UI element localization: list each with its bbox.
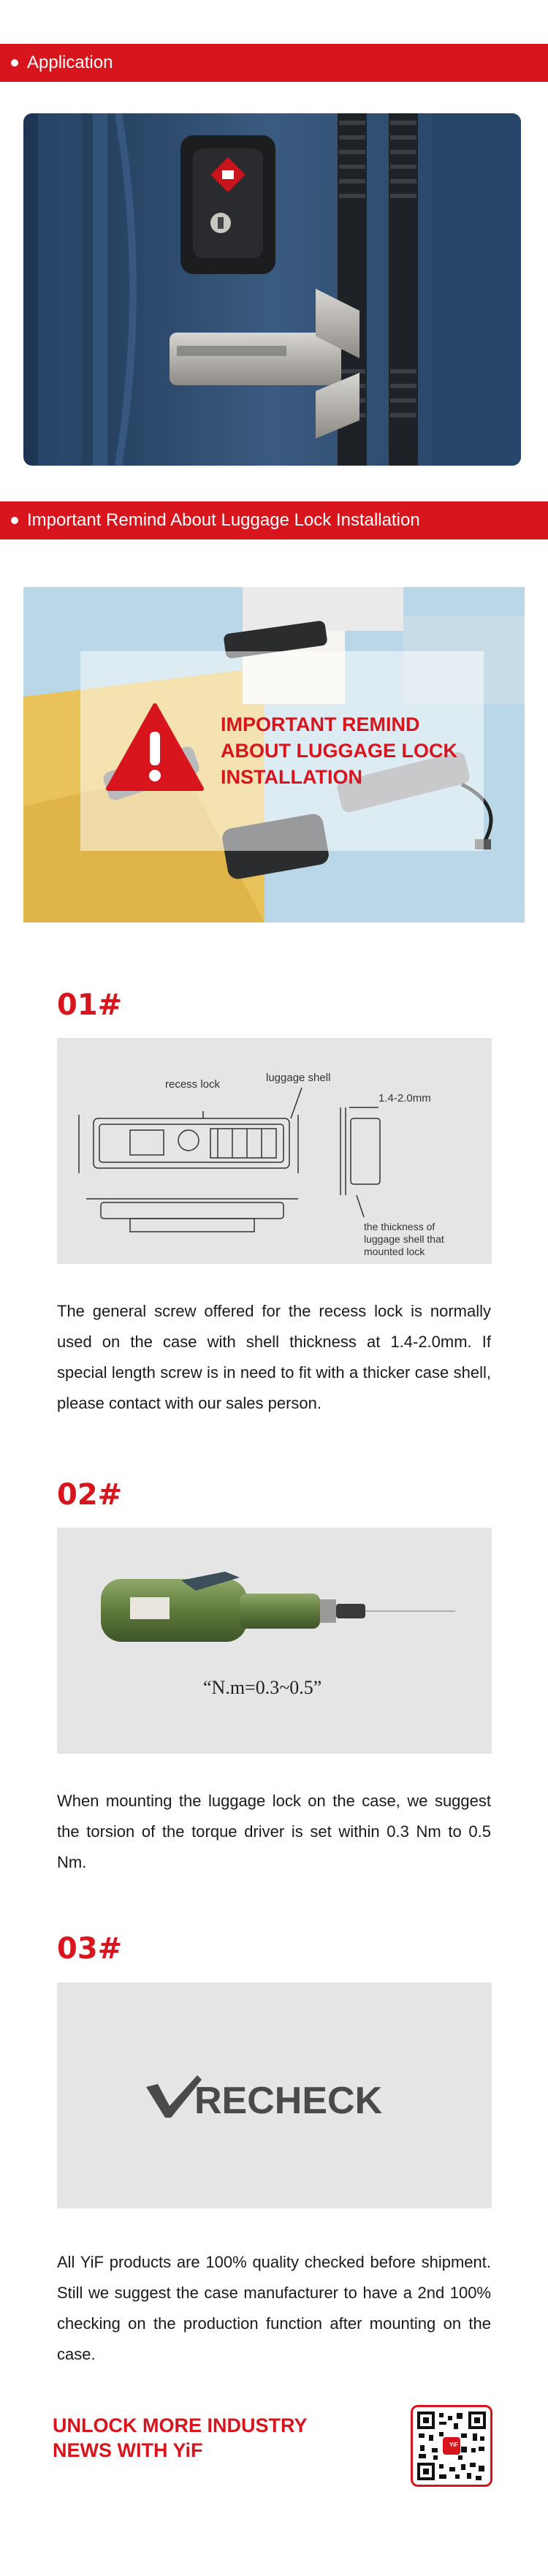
diagram-label-line: luggage shell that [364,1233,444,1245]
step-description: When mounting the luggage lock on the case, we suggest the torsion of the torque driver is set within 0.3 Nm to 0.5 Nm. [57,1792,491,1871]
application-photo [23,113,521,466]
footer-cta [53,2413,308,2463]
hero-headline-line: ABOUT LUGGAGE LOCK [221,740,457,762]
step-number: 01# [57,988,123,1022]
qr-badge: YiF [449,2441,459,2448]
diagram-label-thickness [364,1221,444,1258]
diagram-label-line: mounted lock [364,1246,425,1257]
step-description: The general screw offered for the recess lock is normally used on the case with shell thickness at 1.4-2.0mm. If special length screw is in need to fit with a thicker case shell, please contact with our sales person. [57,1302,491,1412]
section-banner-remind [0,501,548,539]
step-number: 02# [57,1478,123,1512]
hero-headline [221,711,457,790]
suitcase-lock-illustration [23,113,521,466]
step-description: All YiF products are 100% quality checked before shipment. Still we suggest the case manufacturer to have a 2nd 100% checking on the production function after mounting on the case. [57,2253,491,2363]
hero-headline-line: IMPORTANT REMIND [221,713,420,735]
qr-code[interactable] [411,2405,492,2487]
step-02-image [57,1528,492,1754]
diagram-label-recess: recess lock [165,1078,221,1091]
section-banner-application [0,44,548,82]
recheck-label: RECHECK [194,2080,383,2122]
bullet-dot [11,59,18,67]
step-01-diagram [57,1038,492,1264]
warning-triangle-icon [105,702,205,792]
hero-image [23,587,525,923]
cta-line: UNLOCK MORE INDUSTRY [53,2414,308,2436]
diagram-label-range: 1.4-2.0mm [378,1092,431,1105]
bullet-dot [11,517,18,524]
diagram-label-shell: luggage shell [266,1072,331,1084]
torque-value-label: “N.m=0.3~0.5” [203,1677,322,1698]
step-03-image [57,1982,492,2208]
step-number: 03# [57,1932,123,1966]
cta-line: NEWS WITH YiF [53,2439,203,2461]
section-title: Important Remind About Luggage Lock Installation [27,510,420,530]
section-title: Application [27,53,113,72]
hero-headline-line: INSTALLATION [221,766,362,788]
torque-driver-icon [57,1528,492,1754]
diagram-label-line: the thickness of [364,1221,435,1232]
